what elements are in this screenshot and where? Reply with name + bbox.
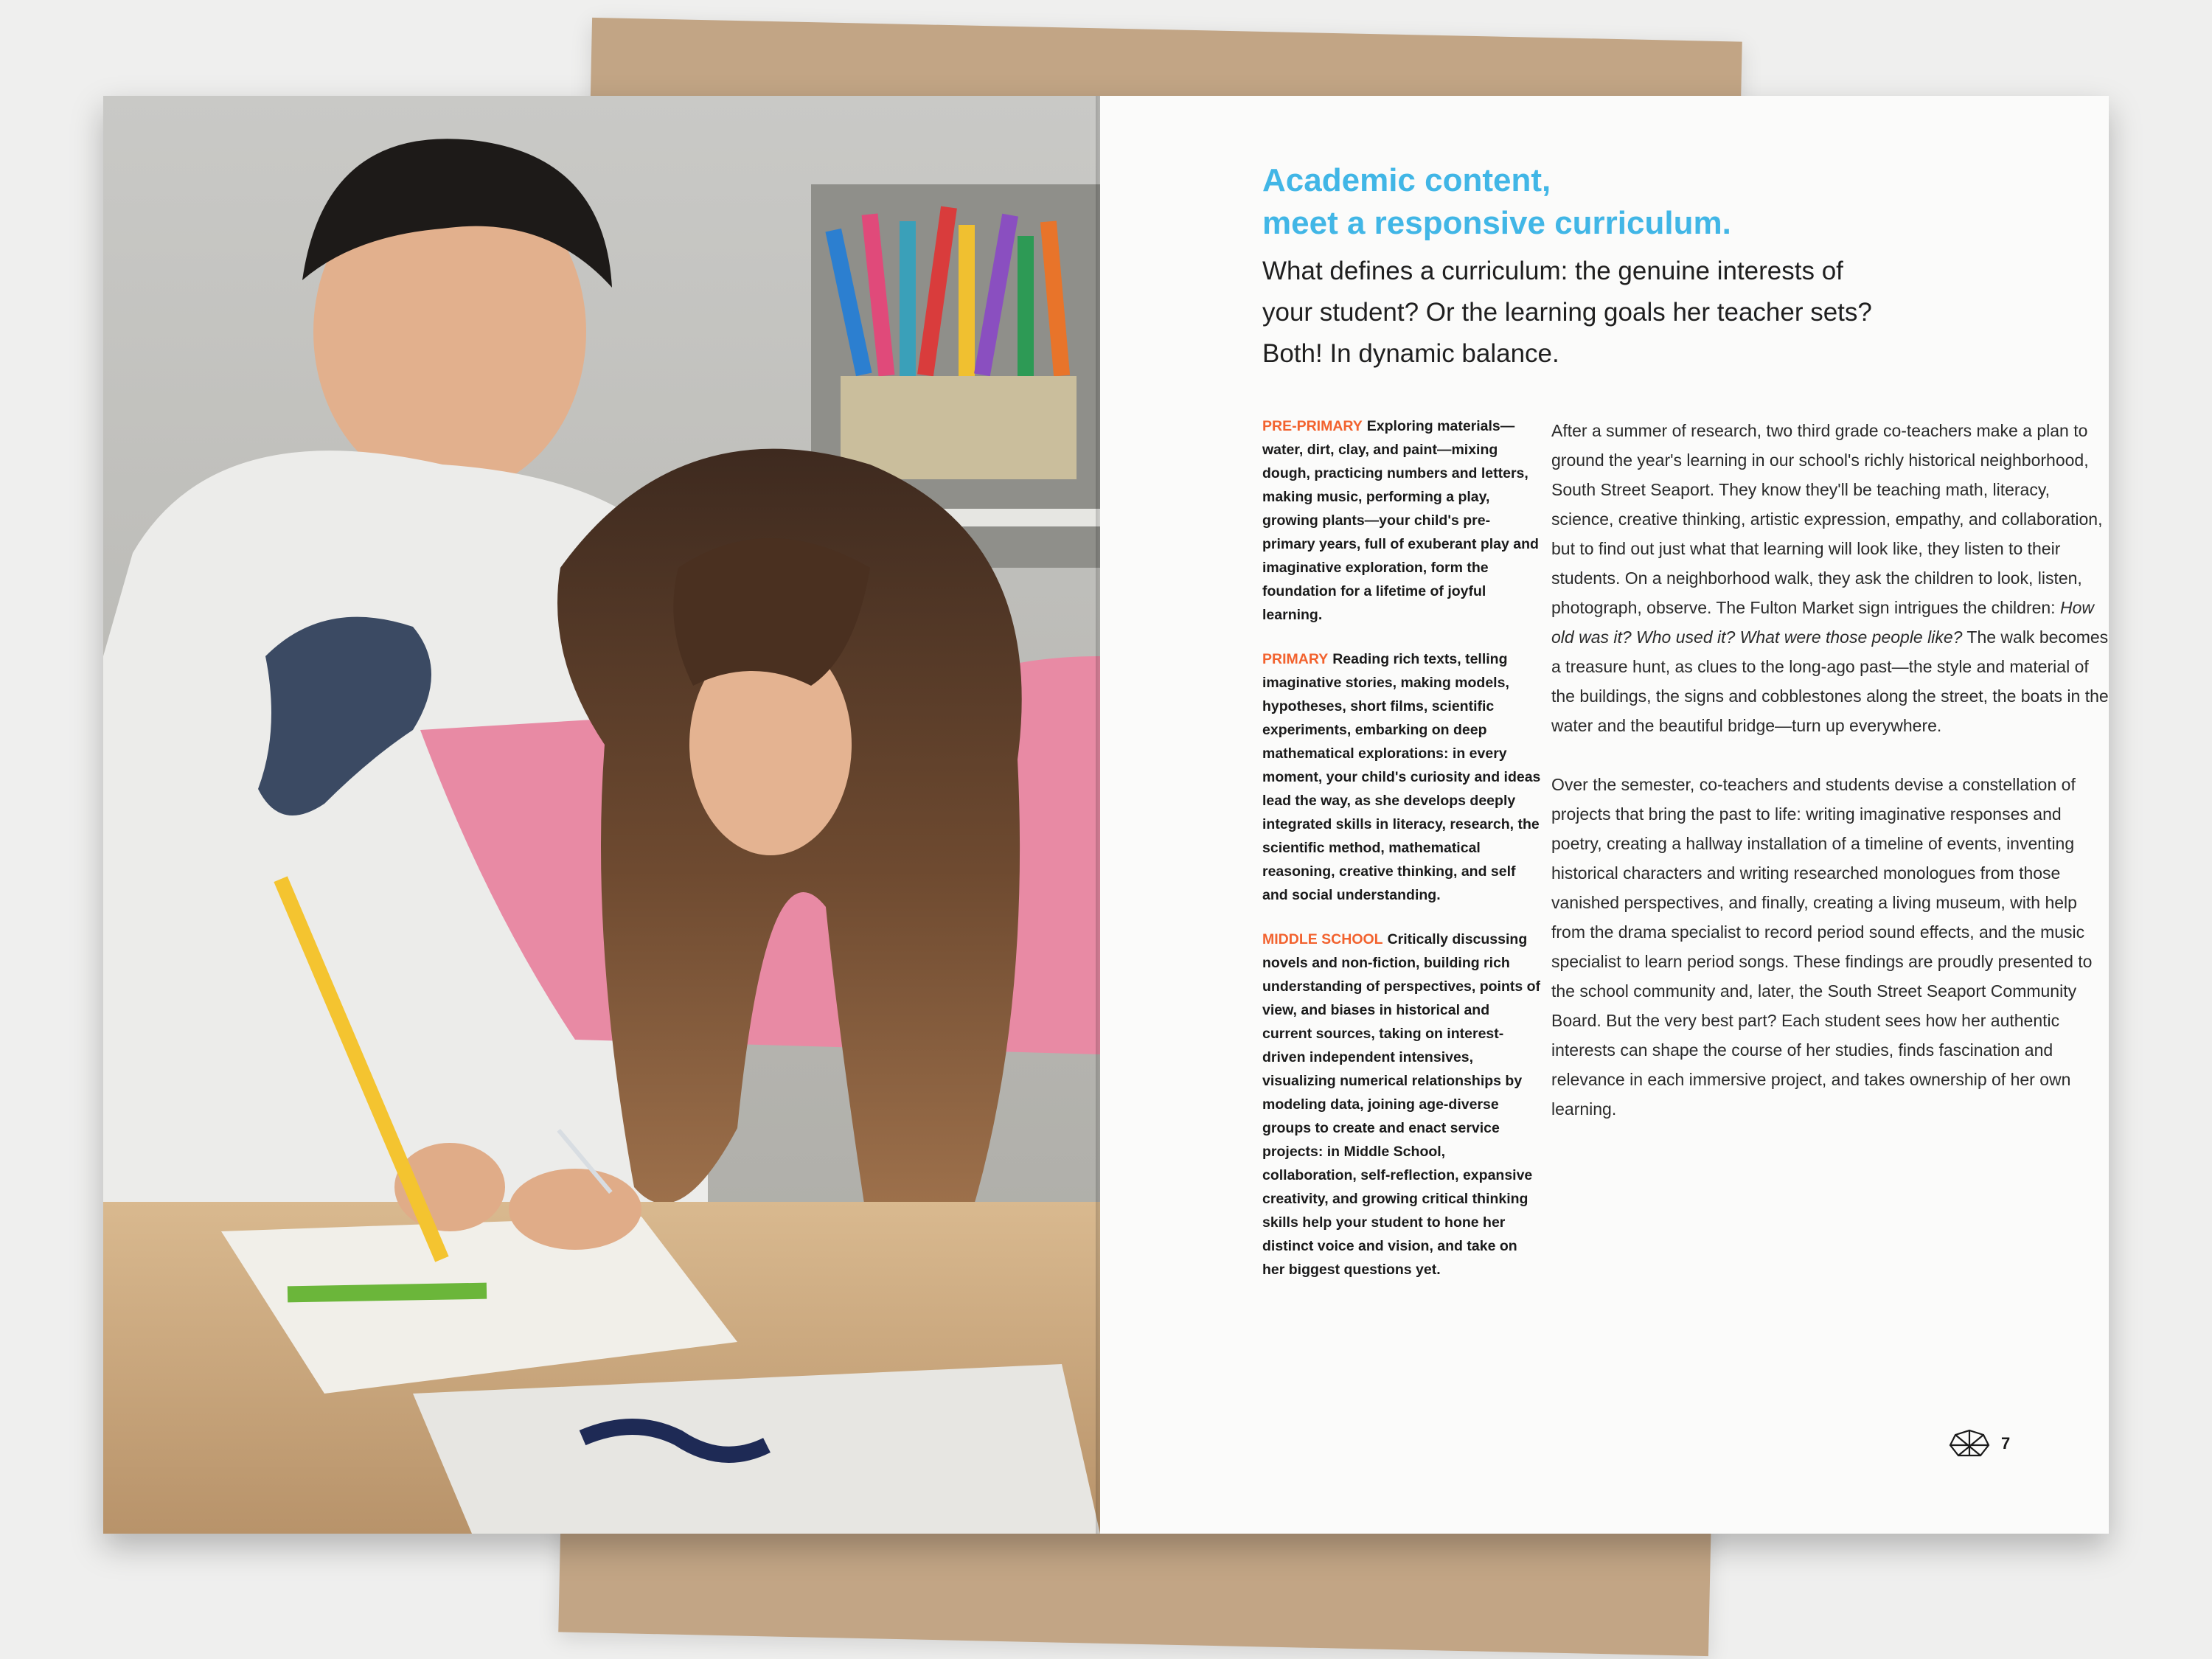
body-p1-italic: How old was it? Who used it? What were those people like?	[1551, 598, 2094, 647]
primary-section	[1262, 647, 1543, 907]
text-page	[1100, 96, 2109, 1534]
primary-text: Reading rich texts, telling imaginative stories, making models, hypotheses, short films, scientific experiments, embarking on deep mathematical explorations: in every moment, your child's curiosity and ideas lead the way, as she develops deeply integrated skills in literacy, research, the scientific method, mathematical reasoning, creative thinking, and self and social understanding.	[1262, 651, 1541, 903]
brochure-spread	[103, 96, 2109, 1534]
body-copy	[1551, 416, 2112, 1153]
body-p1-start: After a summer of research, two third grade co-teachers make a plan to ground the year's learning in our school's richly historical neighborhood, South Street Seaport. They know they'll be teaching math, literacy, science, creative thinking, artistic expression, empathy, and collaboration, but to find out just what that learning will look like, they listen to their students. On a neighborhood walk, they ask the children to look, listen, photograph, observe. The Fulton Market sign intrigues the children:	[1551, 421, 2103, 617]
photo-illustration	[103, 96, 1100, 1534]
pre-primary-section	[1262, 414, 1543, 627]
classroom-photo	[103, 96, 1100, 1534]
body-paragraph-2: Over the semester, co-teachers and students devise a constellation of projects that bring the past to life: writing imaginative responses and poetry, creating a hallway installation of a timeline of events, inventing historical characters and writing researched monologues from those vanished perspectives, and finally, creating a living museum, with help from the drama specialist to record period sound effects, and the music specialist to learn period songs. These findings are proudly presented to the school community and, later, the South Street Seaport Community Board. But the very best part? Each student sees how her authentic interests can shape the course of her studies, finds fascination and relevance in each immersive project, and takes ownership of her own learning.	[1551, 775, 2093, 1119]
pre-primary-label: PRE-PRIMARY	[1262, 418, 1363, 434]
page-number: 7	[2001, 1434, 2011, 1453]
primary-label: PRIMARY	[1262, 651, 1329, 667]
middle-school-label: MIDDLE SCHOOL	[1262, 931, 1383, 947]
middle-school-section	[1262, 928, 1543, 1281]
body-p1-end: The walk becomes a treasure hunt, as clues to the long-ago past—the style and material of the buildings, the signs and cobblestones along the street, the boats in the water and the beautiful bridge—turn up everywhere.	[1551, 627, 2109, 735]
headline-line-2: meet a responsive curriculum.	[1262, 205, 1731, 241]
page-footer	[1948, 1429, 2010, 1458]
grade-level-sidebar	[1262, 414, 1543, 1302]
body-paragraph-1	[1551, 416, 2112, 740]
headline-line-1: Academic content,	[1262, 162, 1551, 198]
lead-line-1: What defines a curriculum: the genuine interests of	[1262, 257, 1843, 285]
headline	[1262, 159, 1852, 245]
middle-school-text: Critically discussing novels and non-fiction, building rich understanding of perspectives, points of view, and biases in historical and current sources, taking on interest-driven independent intensives, visualizing numerical relationships by modeling data, joining age-diverse groups to create and enact service projects: in Middle School, collaboration, self-reflection, expansive creativity, and growing critical thinking skills help your student to hone her distinct voice and vision, and take on her biggest questions yet.	[1262, 931, 1541, 1278]
pre-primary-text: Exploring materials—water, dirt, clay, and paint—mixing dough, practicing numbers and letters, making music, performing a play, growing plants—your child's pre-primary years, full of exuberant play and imaginative exploration, form the foundation for a lifetime of joyful learning.	[1262, 418, 1539, 623]
lead-line-2: your student? Or the learning goals her teacher sets?	[1262, 298, 1872, 327]
lead-line-3: Both! In dynamic balance.	[1262, 339, 1559, 368]
geometric-logo-icon	[1948, 1429, 1991, 1458]
lead-paragraph	[1262, 251, 1985, 375]
